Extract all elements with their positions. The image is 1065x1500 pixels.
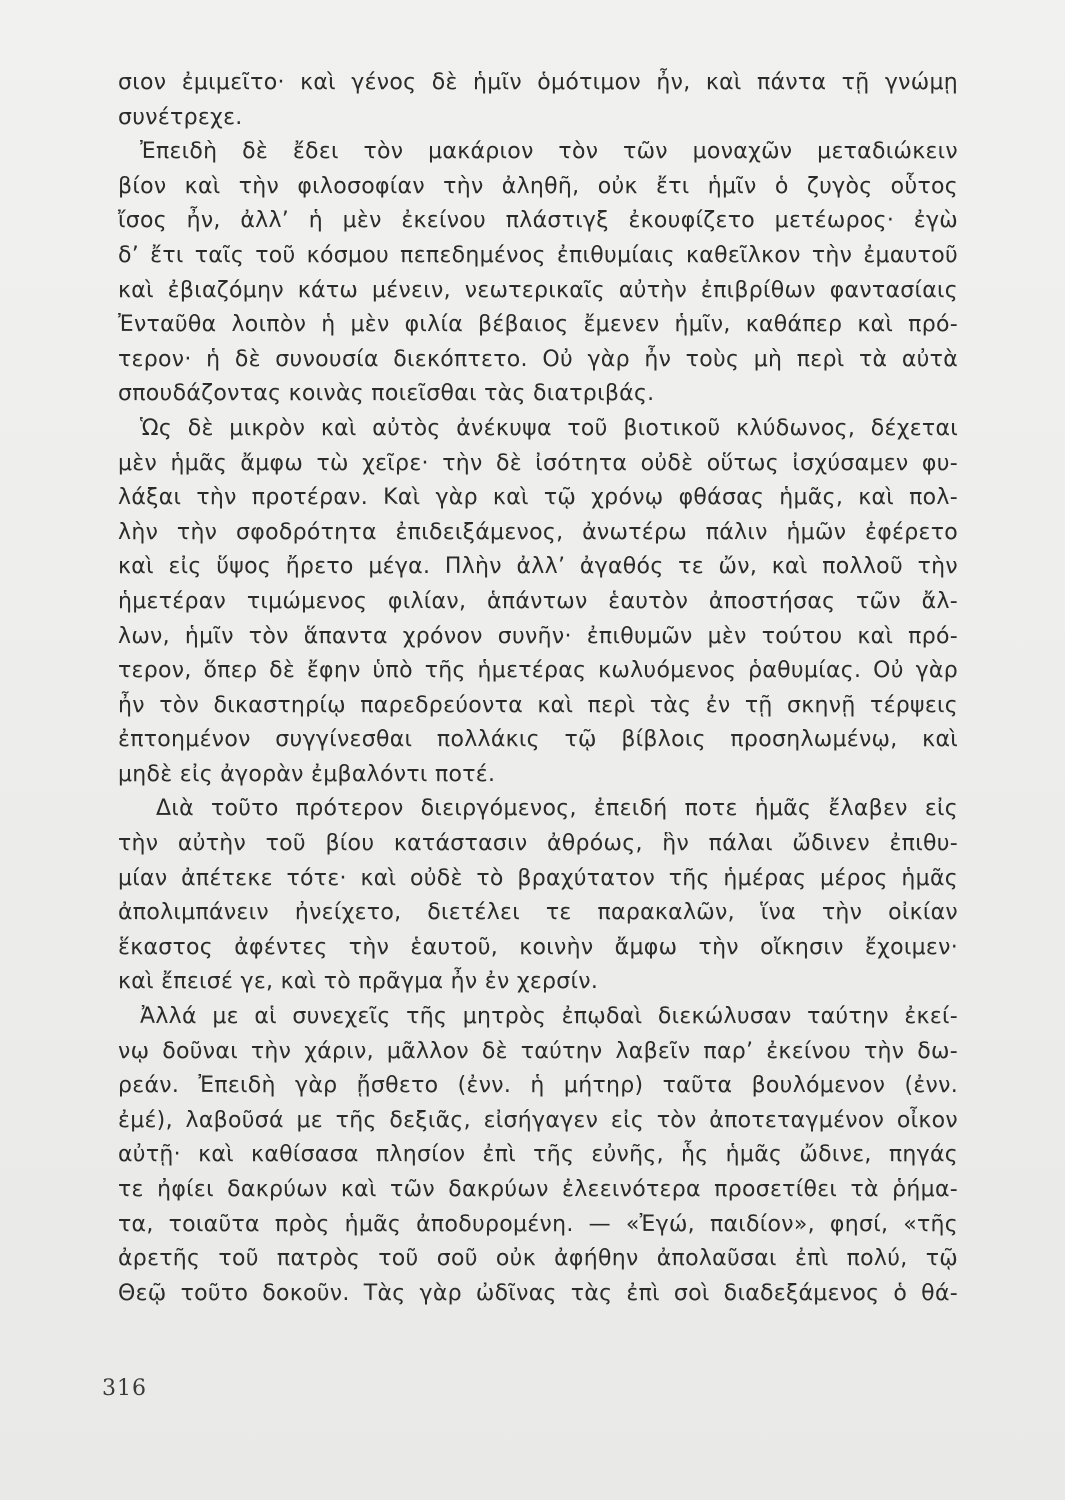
text-line: σπουδάζοντας κοινὰς ποιεῖσθαι τὰς διατριβάς.: [118, 381, 655, 407]
text-line: λων, ἡμῖν τὸν ἅπαντα χρόνον συνῆν· ἐπιθυμῶν μὲν τούτου καὶ πρό-: [118, 623, 958, 649]
text-line: λὴν τὴν σφοδρότητα ἐπιδειξάμενος, ἀνωτέρω πάλιν ἡμῶν ἐφέρετο: [118, 519, 958, 545]
text-line: ἐμέ), λαβοῦσά με τῆς δεξιᾶς, εἰσήγαγεν εἰς τὸν ἀποτεταγμένον οἶκον: [118, 1107, 958, 1133]
text-line: ἐπτοημένον συγγίνεσθαι πολλάκις τῷ βίβλοις προσηλωμένῳ, καὶ: [118, 727, 958, 753]
text-line: ἦν τὸν δικαστηρίῳ παρεδρεύοντα καὶ περὶ τὰς ἐν τῇ σκηνῇ τέρψεις: [118, 692, 958, 718]
text-line: ρεάν. Ἐπειδὴ γὰρ ᾔσθετο (ἐνν. ἡ μήτηρ) ταῦτα βουλόμενον (ἐνν.: [118, 1073, 958, 1099]
text-line: Ἐπειδὴ δὲ ἔδει τὸν μακάριον τὸν τῶν μοναχῶν μεταδιώκειν: [140, 139, 958, 165]
body-text: [118, 66, 958, 1311]
text-line: βίον καὶ τὴν φιλοσοφίαν τὴν ἀληθῆ, οὐκ ἔτι ἡμῖν ὁ ζυγὸς οὗτος: [118, 173, 958, 199]
text-line: λάξαι τὴν προτέραν. Καὶ γὰρ καὶ τῷ χρόνῳ φθάσας ἡμᾶς, καὶ πολ-: [118, 485, 958, 511]
text-line: Θεῷ τοῦτο δοκοῦν. Τὰς γὰρ ὠδῖνας τὰς ἐπὶ σοὶ διαδεξάμενος ὁ θά-: [118, 1280, 958, 1306]
text-line: καὶ ἔπεισέ γε, καὶ τὸ πρᾶγμα ἦν ἐν χερσίν.: [118, 969, 599, 995]
text-line: Ἐνταῦθα λοιπὸν ἡ μὲν φιλία βέβαιος ἔμενεν ἡμῖν, καθάπερ καὶ πρό-: [118, 312, 958, 338]
text-line: αὐτῇ· καὶ καθίσασα πλησίον ἐπὶ τῆς εὐνῆς, ἧς ἡμᾶς ὤδινε, πηγάς: [118, 1142, 958, 1168]
text-line: μίαν ἀπέτεκε τότε· καὶ οὐδὲ τὸ βραχύτατον τῆς ἡμέρας μέρος ἡμᾶς: [118, 865, 958, 891]
text-line: τε ἠφίει δακρύων καὶ τῶν δακρύων ἐλεεινότερα προσετίθει τὰ ῥήμα-: [118, 1177, 958, 1202]
text-line: Ὡς δὲ μικρὸν καὶ αὐτὸς ἀνέκυψα τοῦ βιοτικοῦ κλύδωνος, δέχεται: [140, 415, 958, 441]
text-line: ἀπολιμπάνειν ἠνείχετο, διετέλει τε παρακαλῶν, ἵνα τὴν οἰκίαν: [118, 900, 958, 926]
text-line: τα, τοιαῦτα πρὸς ἡμᾶς ἀποδυρομένη. — «Ἐγώ, παιδίον», φησί, «τῆς: [118, 1211, 958, 1237]
page-number: 316: [102, 1376, 147, 1401]
text-line: ἡμετέραν τιμώμενος φιλίαν, ἁπάντων ἑαυτὸν ἀποστήσας τῶν ἄλ-: [118, 588, 958, 614]
text-line: Ἀλλά με αἱ συνεχεῖς τῆς μητρὸς ἐπῳδαὶ διεκώλυσαν ταύτην ἐκεί-: [140, 1004, 958, 1030]
text-line: τερον, ὅπερ δὲ ἔφην ὑπὸ τῆς ἡμετέρας κωλυόμενος ῥαθυμίας. Οὐ γὰρ: [118, 658, 958, 684]
text-line: δ’ ἔτι ταῖς τοῦ κόσμου πεπεδημένος ἐπιθυμίαις καθεῖλκον τὴν ἐμαυτοῦ: [118, 242, 958, 268]
text-line: τὴν αὐτὴν τοῦ βίου κατάστασιν ἀθρόως, ἣν πάλαι ὤδινεν ἐπιθυ-: [118, 831, 958, 857]
text-line: Διὰ τοῦτο πρότερον διειργόμενος, ἐπειδή ποτε ἡμᾶς ἔλαβεν εἰς: [156, 796, 958, 822]
text-line: μηδὲ εἰς ἀγορὰν ἐμβαλόντι ποτέ.: [118, 761, 496, 787]
text-line: σιον ἐμιμεῖτο· καὶ γένος δὲ ἡμῖν ὁμότιμον ἦν, καὶ πάντα τῇ γνώμῃ: [118, 70, 958, 95]
text-line: μὲν ἡμᾶς ἄμφω τὼ χεῖρε· τὴν δὲ ἰσότητα οὐδὲ οὕτως ἰσχύσαμεν φυ-: [118, 450, 958, 476]
text-line: καὶ εἰς ὕψος ἤρετο μέγα. Πλὴν ἀλλ’ ἀγαθός τε ὤν, καὶ πολλοῦ τὴν: [118, 554, 958, 580]
text-line: ἴσος ἦν, ἀλλ’ ἡ μὲν ἐκείνου πλάστιγξ ἐκουφίζετο μετέωρος· ἐγὼ: [118, 208, 958, 234]
text-line: τερον· ἡ δὲ συνουσία διεκόπτετο. Οὐ γὰρ ἦν τοὺς μὴ περὶ τὰ αὐτὰ: [118, 346, 958, 372]
text-line: ἀρετῆς τοῦ πατρὸς τοῦ σοῦ οὐκ ἀφήθην ἀπολαῦσαι ἐπὶ πολύ, τῷ: [118, 1246, 958, 1272]
text-line: ἕκαστος ἀφέντες τὴν ἑαυτοῦ, κοινὴν ἄμφω τὴν οἴκησιν ἔχοιμεν·: [118, 934, 958, 960]
text-line: νῳ δοῦναι τὴν χάριν, μᾶλλον δὲ ταύτην λαβεῖν παρ’ ἐκείνου τὴν δω-: [118, 1038, 958, 1064]
text-line: συνέτρεχε.: [118, 104, 243, 130]
text-line: καὶ ἐβιαζόμην κάτω μένειν, νεωτερικαῖς αὐτὴν ἐπιβρίθων φαντασίαις: [118, 277, 958, 303]
